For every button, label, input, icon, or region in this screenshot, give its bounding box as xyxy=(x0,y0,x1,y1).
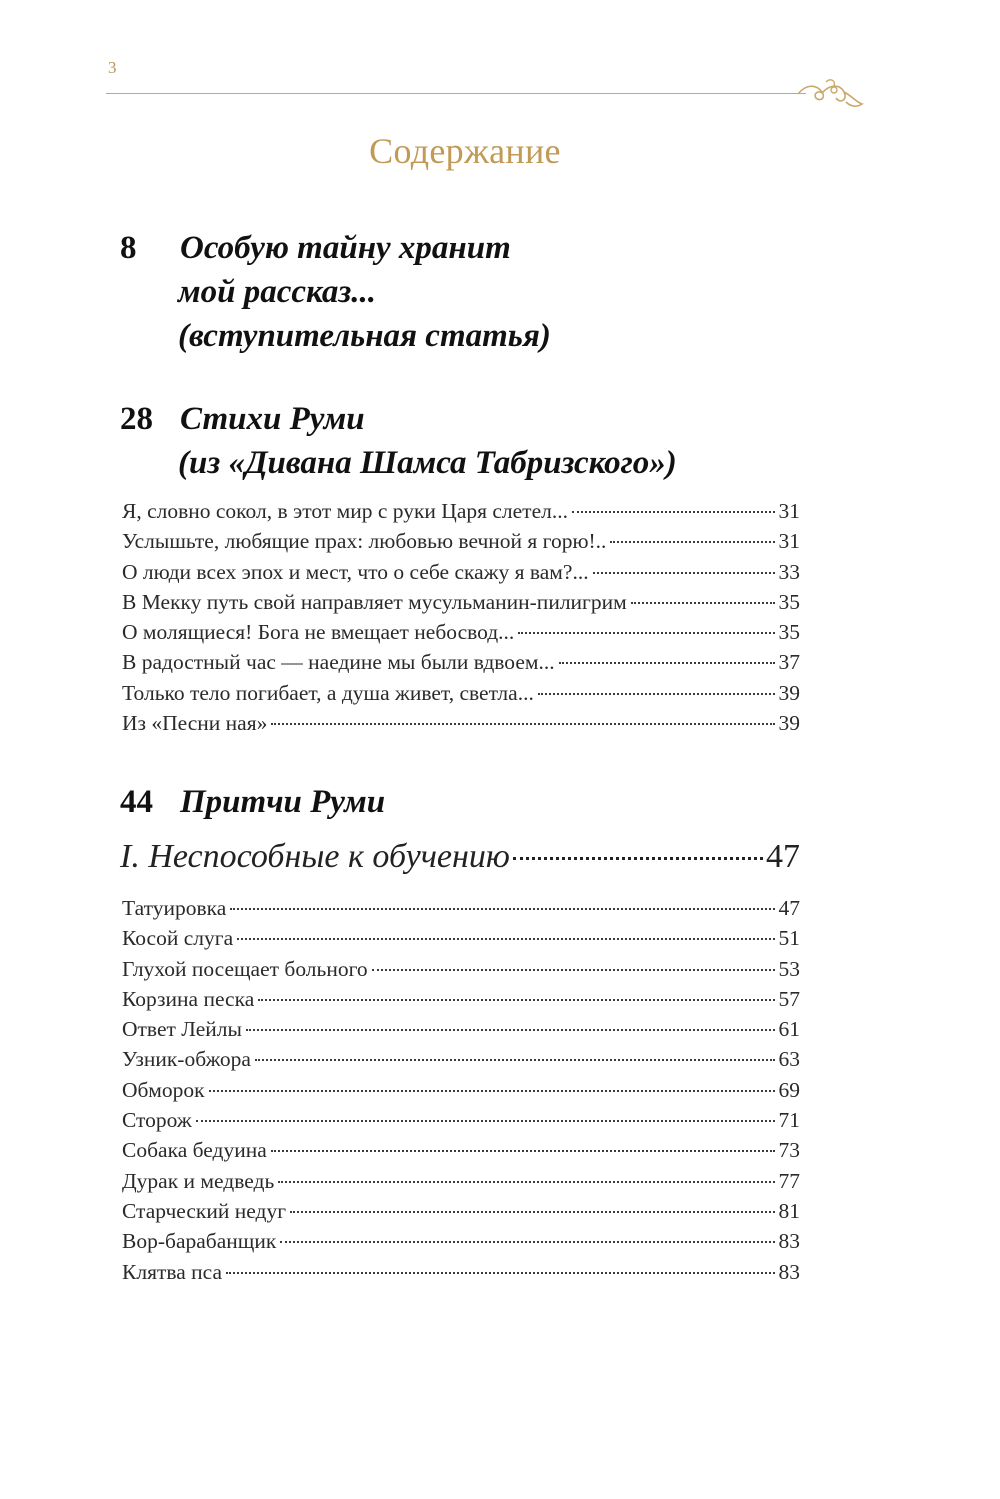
entry-page: 71 xyxy=(778,1108,800,1133)
section-title-line: Стихи Руми xyxy=(180,401,365,437)
entry-page: 77 xyxy=(778,1168,800,1193)
entry-page: 53 xyxy=(778,956,800,981)
toc-entry[interactable] xyxy=(122,1229,800,1259)
toc-entry[interactable] xyxy=(122,1138,800,1168)
parables-list xyxy=(122,896,800,1290)
toc-entry[interactable] xyxy=(122,499,800,529)
toc-entry[interactable] xyxy=(122,650,800,680)
entry-page: 83 xyxy=(778,1229,800,1254)
dot-leader xyxy=(226,1272,775,1274)
entry-page: 83 xyxy=(778,1259,800,1284)
dot-leader xyxy=(610,541,774,543)
entry-page: 35 xyxy=(778,589,800,614)
toc-section-intro[interactable] xyxy=(120,226,551,358)
entry-title: Услышьте, любящие прах: любовью вечной я горю!.. xyxy=(122,529,607,554)
entry-title: Ответ Лейлы xyxy=(122,1017,242,1042)
entry-page: 51 xyxy=(778,926,800,951)
page-title: Содержание xyxy=(369,131,561,171)
toc-entry[interactable] xyxy=(122,987,800,1017)
entry-page: 35 xyxy=(778,620,800,645)
dot-leader xyxy=(230,908,774,910)
entry-title: Дурак и медведь xyxy=(122,1168,275,1193)
dot-leader xyxy=(280,1241,774,1243)
entry-title: Клятва пса xyxy=(122,1259,222,1284)
toc-entry[interactable] xyxy=(122,1047,800,1077)
toc-entry[interactable] xyxy=(122,560,800,590)
dot-leader xyxy=(372,969,775,971)
toc-entry[interactable] xyxy=(122,1169,800,1199)
page-number: 3 xyxy=(108,58,117,77)
entry-title: Старческий недуг xyxy=(122,1198,287,1223)
dot-leader xyxy=(278,1181,774,1183)
section-title-line: Притчи Руми xyxy=(180,784,386,820)
entry-title: Косой слуга xyxy=(122,926,234,951)
toc-entry[interactable] xyxy=(122,1017,800,1047)
toc-entry[interactable] xyxy=(122,1260,800,1290)
toc-entry[interactable] xyxy=(122,1108,800,1138)
section-title-line: мой рассказ... xyxy=(178,274,377,310)
entry-title: Сторож xyxy=(122,1108,192,1133)
dot-leader xyxy=(518,632,774,634)
entry-page: 81 xyxy=(778,1198,800,1223)
dot-leader xyxy=(290,1211,774,1213)
dot-leader xyxy=(538,693,775,695)
toc-section-parables[interactable] xyxy=(120,780,385,824)
section-title-line: (вступительная статья) xyxy=(178,318,551,354)
poems-list xyxy=(122,499,800,741)
subsection-title: I. Неспособные к обучению xyxy=(120,838,510,875)
entry-title: О молящиеся! Бога не вмещает небосвод... xyxy=(122,620,515,645)
entry-page: 33 xyxy=(778,559,800,584)
entry-title: Только тело погибает, а душа живет, светла... xyxy=(122,680,534,705)
entry-page: 61 xyxy=(778,1017,800,1042)
toc-entry[interactable] xyxy=(122,957,800,987)
toc-entry[interactable] xyxy=(122,620,800,650)
entry-title: В радостный час — наедине мы были вдвоем... xyxy=(122,650,555,675)
dot-leader xyxy=(258,999,774,1001)
toc-entry[interactable] xyxy=(122,1078,800,1108)
entry-page: 37 xyxy=(778,650,800,675)
section-number: 44 xyxy=(120,784,153,820)
entry-page: 63 xyxy=(778,1047,800,1072)
entry-title: О люди всех эпох и мест, что о себе скажу я вам?... xyxy=(122,559,589,584)
section-number: 8 xyxy=(120,230,137,266)
dot-leader xyxy=(513,857,763,860)
entry-title: Узник-обжора xyxy=(122,1047,251,1072)
entry-title: Корзина песка xyxy=(122,986,255,1011)
floral-flourish-icon xyxy=(796,78,866,114)
toc-subsection[interactable] xyxy=(120,838,800,876)
toc-entry[interactable] xyxy=(122,681,800,711)
toc-entry[interactable] xyxy=(122,590,800,620)
subsection-page: 47 xyxy=(766,838,800,875)
entry-page: 73 xyxy=(778,1138,800,1163)
entry-page: 39 xyxy=(778,680,800,705)
section-title-line: (из «Дивана Шамса Табризского») xyxy=(178,445,677,481)
dot-leader xyxy=(593,572,775,574)
dot-leader xyxy=(209,1090,775,1092)
entry-title: Вор-барабанщик xyxy=(122,1229,277,1254)
dot-leader xyxy=(271,723,774,725)
entry-title: Собака бедуина xyxy=(122,1138,267,1163)
dot-leader xyxy=(246,1029,775,1031)
toc-section-poems[interactable] xyxy=(120,397,677,485)
section-number: 28 xyxy=(120,401,153,437)
entry-page: 47 xyxy=(778,896,800,920)
dot-leader xyxy=(631,602,775,604)
dot-leader xyxy=(271,1150,775,1152)
entry-page: 57 xyxy=(778,986,800,1011)
dot-leader xyxy=(559,662,775,664)
entry-title: Обморок xyxy=(122,1077,205,1102)
entry-title: Я, словно сокол, в этот мир с руки Царя слетел... xyxy=(122,499,568,523)
toc-entry[interactable] xyxy=(122,896,800,926)
section-title-line: Особую тайну хранит xyxy=(180,230,511,266)
entry-title: Глухой посещает больного xyxy=(122,956,368,981)
entry-page: 39 xyxy=(778,711,800,736)
toc-entry[interactable] xyxy=(122,926,800,956)
dot-leader xyxy=(237,938,774,940)
entry-title: В Мекку путь свой направляет мусульманин-пилигрим xyxy=(122,589,627,614)
toc-entry[interactable] xyxy=(122,529,800,559)
header-rule xyxy=(106,93,806,94)
toc-entry[interactable] xyxy=(122,711,800,741)
entry-page: 69 xyxy=(778,1077,800,1102)
dot-leader xyxy=(196,1120,775,1122)
dot-leader xyxy=(572,511,775,513)
entry-page: 31 xyxy=(778,499,800,523)
entry-title: Из «Песни ная» xyxy=(122,711,268,736)
entry-title: Татуировка xyxy=(122,896,227,920)
entry-page: 31 xyxy=(778,529,800,554)
dot-leader xyxy=(255,1059,775,1061)
toc-entry[interactable] xyxy=(122,1199,800,1229)
